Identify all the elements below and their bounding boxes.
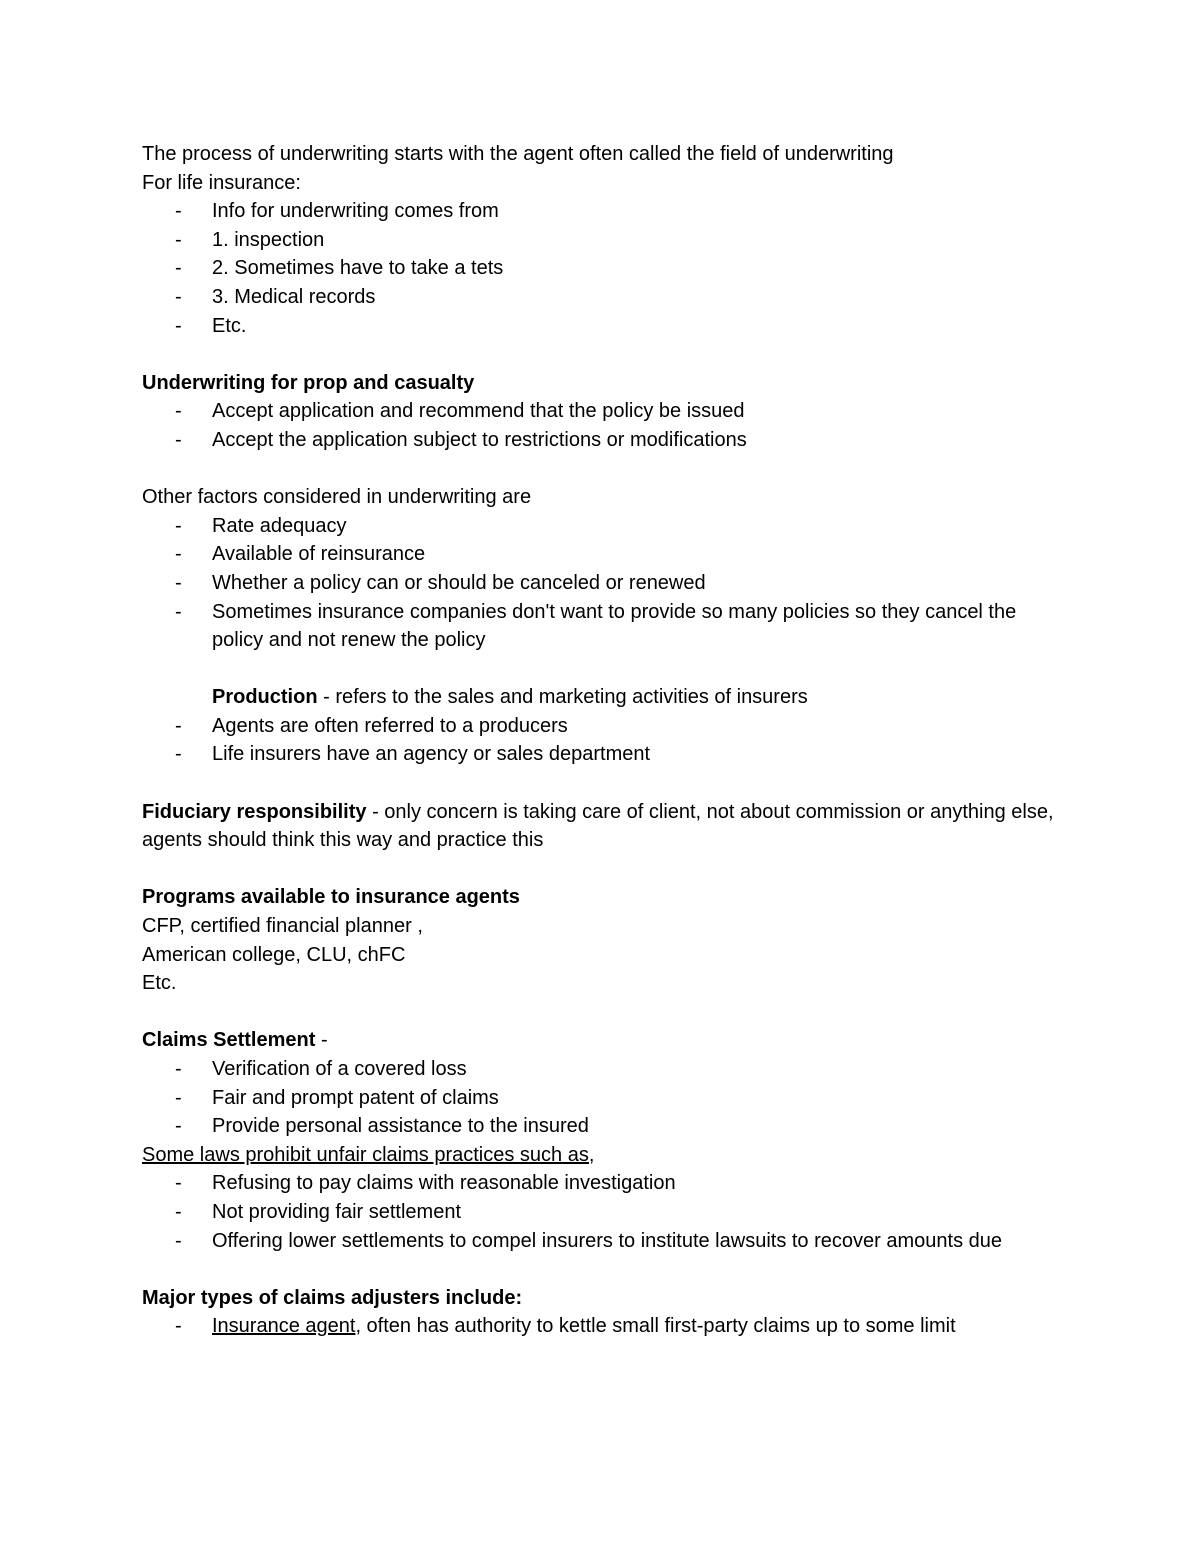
fiduciary-paragraph: Fiduciary responsibility - only concern is taking care of client, not about commission or anything else, agents should think this way and practice this	[142, 800, 1054, 852]
spacer	[142, 769, 1062, 798]
spacer	[142, 855, 1062, 884]
other-factors-list	[142, 512, 1062, 655]
claims-adjusters-heading: Major types of claims adjusters include:	[142, 1286, 523, 1309]
list-item: - Available of reinsurance	[175, 543, 426, 566]
list-item: - Accept the application subject to restrictions or modifications	[175, 428, 747, 451]
list-item: - Provide personal assistance to the insured	[175, 1115, 589, 1138]
spacer	[142, 655, 1062, 684]
production-definition: Production - refers to the sales and marketing activities of insurers	[212, 686, 808, 709]
list-item: - Offering lower settlements to compel insurers to institute lawsuits to recover amounts due	[175, 1229, 1002, 1252]
production-term: Production	[212, 686, 318, 709]
life-insurance-list	[142, 197, 1062, 340]
spacer	[142, 1255, 1062, 1284]
list-item: - Whether a policy can or should be canceled or renewed	[175, 571, 706, 594]
list-item: - 3. Medical records	[175, 285, 376, 308]
list-item: - Etc.	[175, 314, 247, 337]
list-item: - Insurance agent, often has authority to kettle small first-party claims up to some limit	[175, 1315, 956, 1338]
programs-line: CFP, certified financial planner ,	[142, 915, 423, 938]
list-item: - Sometimes insurance companies don't want to provide so many policies so they cancel the policy and not renew the policy	[175, 600, 1017, 652]
life-insurance-heading: For life insurance:	[142, 171, 301, 194]
intro-paragraph: The process of underwriting starts with the agent often called the field of underwriting	[142, 143, 894, 165]
list-item: - Info for underwriting comes from	[175, 200, 499, 223]
list-item: - Rate adequacy	[175, 514, 347, 537]
spacer	[142, 340, 1062, 369]
spacer	[142, 998, 1062, 1027]
programs-line: American college, CLU, chFC	[142, 943, 406, 966]
list-item: - Not providing fair settlement	[175, 1200, 462, 1223]
document-page	[142, 140, 1062, 1341]
list-item: - Agents are often referred to a producers	[175, 714, 568, 737]
claims-settlement-list	[142, 1055, 1062, 1141]
list-item: - Verification of a covered loss	[175, 1058, 467, 1080]
programs-heading: Programs available to insurance agents	[142, 886, 520, 909]
list-item: - Life insurers have an agency or sales department	[175, 743, 651, 766]
prop-casualty-heading: Underwriting for prop and casualty	[142, 371, 475, 394]
other-factors-heading: Other factors considered in underwriting are	[142, 486, 532, 509]
spacer	[142, 455, 1062, 484]
unfair-claims-list	[142, 1169, 1062, 1255]
list-item: - Refusing to pay claims with reasonable investigation	[175, 1172, 676, 1195]
list-item: - Fair and prompt patent of claims	[175, 1086, 499, 1109]
fiduciary-term: Fiduciary responsibility	[142, 800, 367, 823]
programs-line: Etc.	[142, 972, 177, 995]
list-item: - Accept application and recommend that the policy be issued	[175, 400, 745, 423]
list-item: - 1. inspection	[175, 228, 325, 251]
list-item: - 2. Sometimes have to take a tets	[175, 257, 504, 280]
unfair-claims-laws-line: Some laws prohibit unfair claims practices such as,	[142, 1143, 595, 1166]
prop-casualty-list	[142, 397, 1062, 454]
insurance-agent-term: Insurance agent	[212, 1315, 356, 1338]
production-list	[142, 712, 1062, 769]
claims-settlement-heading: Claims Settlement -	[142, 1029, 328, 1052]
claims-adjusters-list	[142, 1312, 1062, 1341]
